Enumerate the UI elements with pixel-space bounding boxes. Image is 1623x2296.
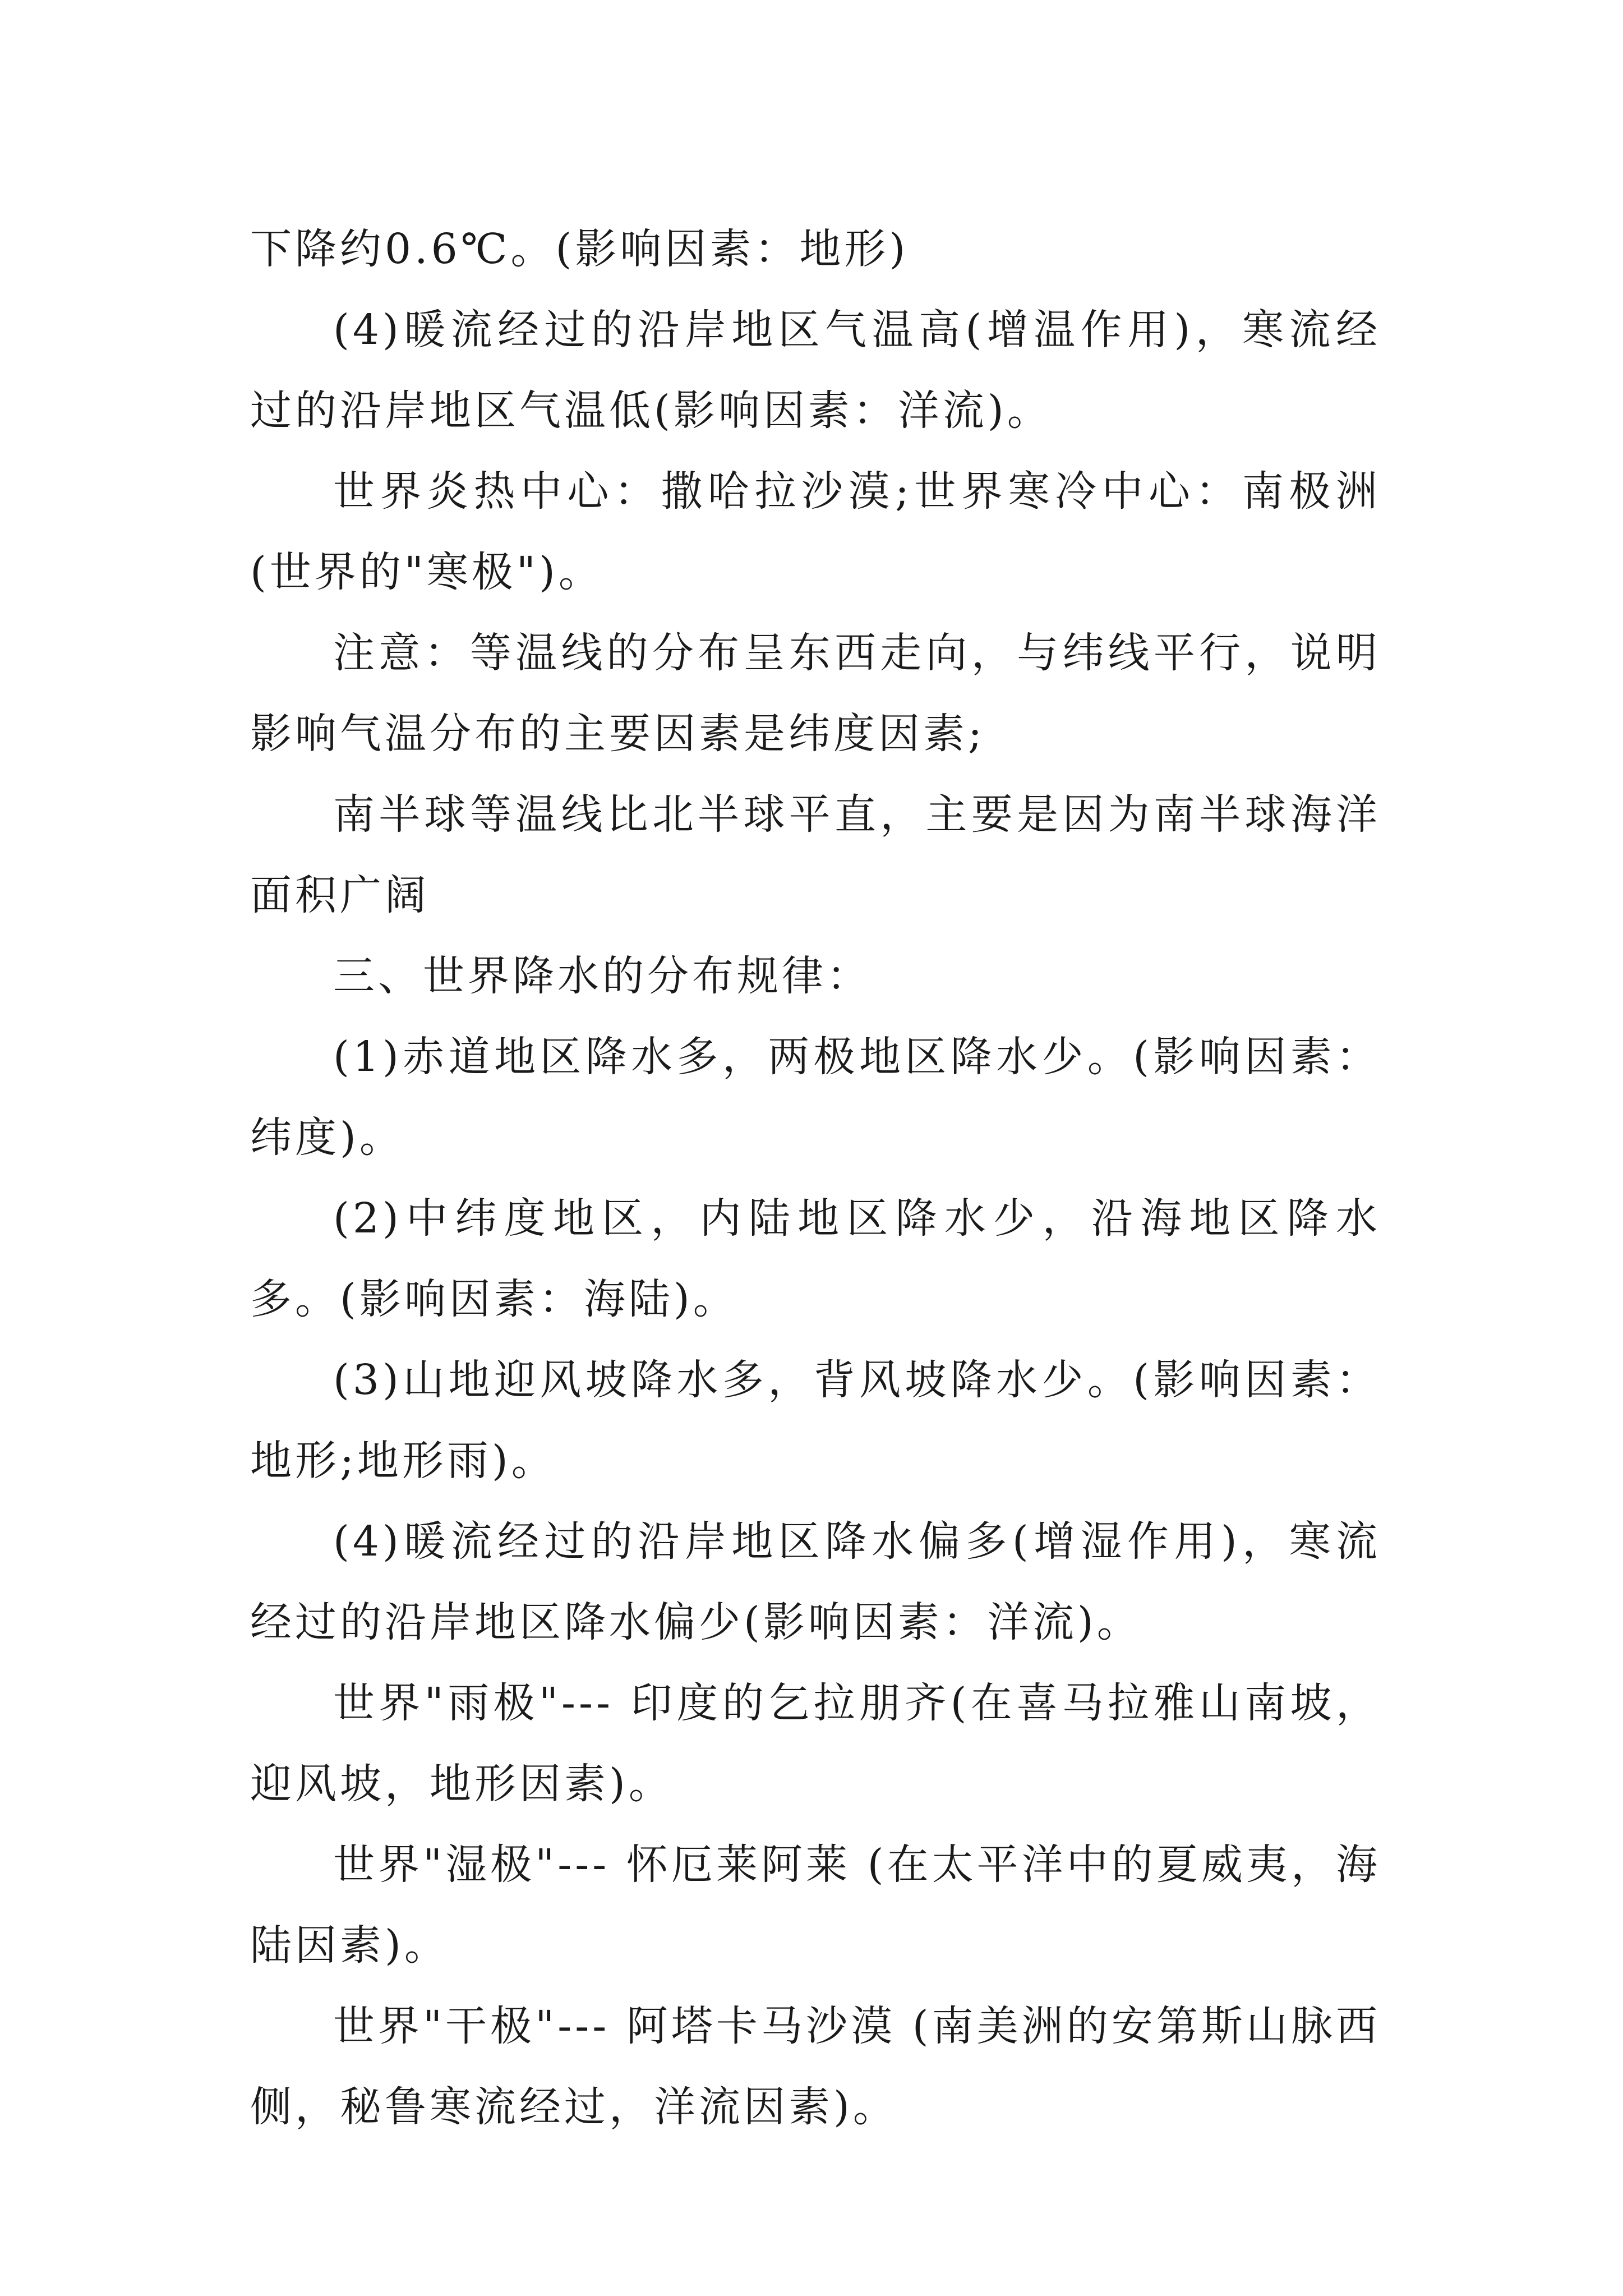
paragraph-temperature-terrain-end: 下降约0.6℃。(影响因素：地形) xyxy=(250,225,909,273)
document-body xyxy=(250,209,1381,2147)
paragraph-precipitation-land-sea: (2)中纬度地区，内陆地区降水少，沿海地区降水多。(影响因素：海陆)。 xyxy=(250,1194,1381,1323)
paragraph-isotherm-note: 注意：等温线的分布呈东西走向，与纬线平行，说明影响气温分布的主要因素是纬度因素; xyxy=(250,629,1381,758)
paragraph-precipitation-latitude: (1)赤道地区降水多，两极地区降水少。(影响因素：纬度)。 xyxy=(250,1033,1381,1162)
paragraph-precipitation-ocean-current: (4)暖流经过的沿岸地区降水偏多(增湿作用)，寒流经过的沿岸地区降水偏少(影响因素：洋流)。 xyxy=(250,1517,1381,1646)
paragraph-precipitation-terrain: (3)山地迎风坡降水多，背风坡降水少。(影响因素：地形;地形雨)。 xyxy=(250,1356,1381,1485)
paragraph-temperature-ocean-current: (4)暖流经过的沿岸地区气温高(增温作用)，寒流经过的沿岸地区气温低(影响因素：洋流)。 xyxy=(250,306,1381,435)
section-heading-precipitation: 三、世界降水的分布规律： xyxy=(333,952,872,1000)
paragraph-wet-pole: 世界"湿极"--- 怀厄莱阿莱 (在太平洋中的夏威夷，海陆因素)。 xyxy=(250,1841,1381,1970)
paragraph-hot-cold-centers: 世界炎热中心：撒哈拉沙漠;世界寒冷中心：南极洲(世界的"寒极")。 xyxy=(250,467,1381,596)
paragraph-rain-pole: 世界"雨极"--- 印度的乞拉朋齐(在喜马拉雅山南坡，迎风坡，地形因素)。 xyxy=(250,1679,1381,1808)
paragraph-dry-pole: 世界"干极"--- 阿塔卡马沙漠 (南美洲的安第斯山脉西侧，秘鲁寒流经过，洋流因素)。 xyxy=(250,2002,1381,2131)
paragraph-southern-hemisphere-isotherm: 南半球等温线比北半球平直，主要是因为南半球海洋面积广阔 xyxy=(250,790,1381,919)
